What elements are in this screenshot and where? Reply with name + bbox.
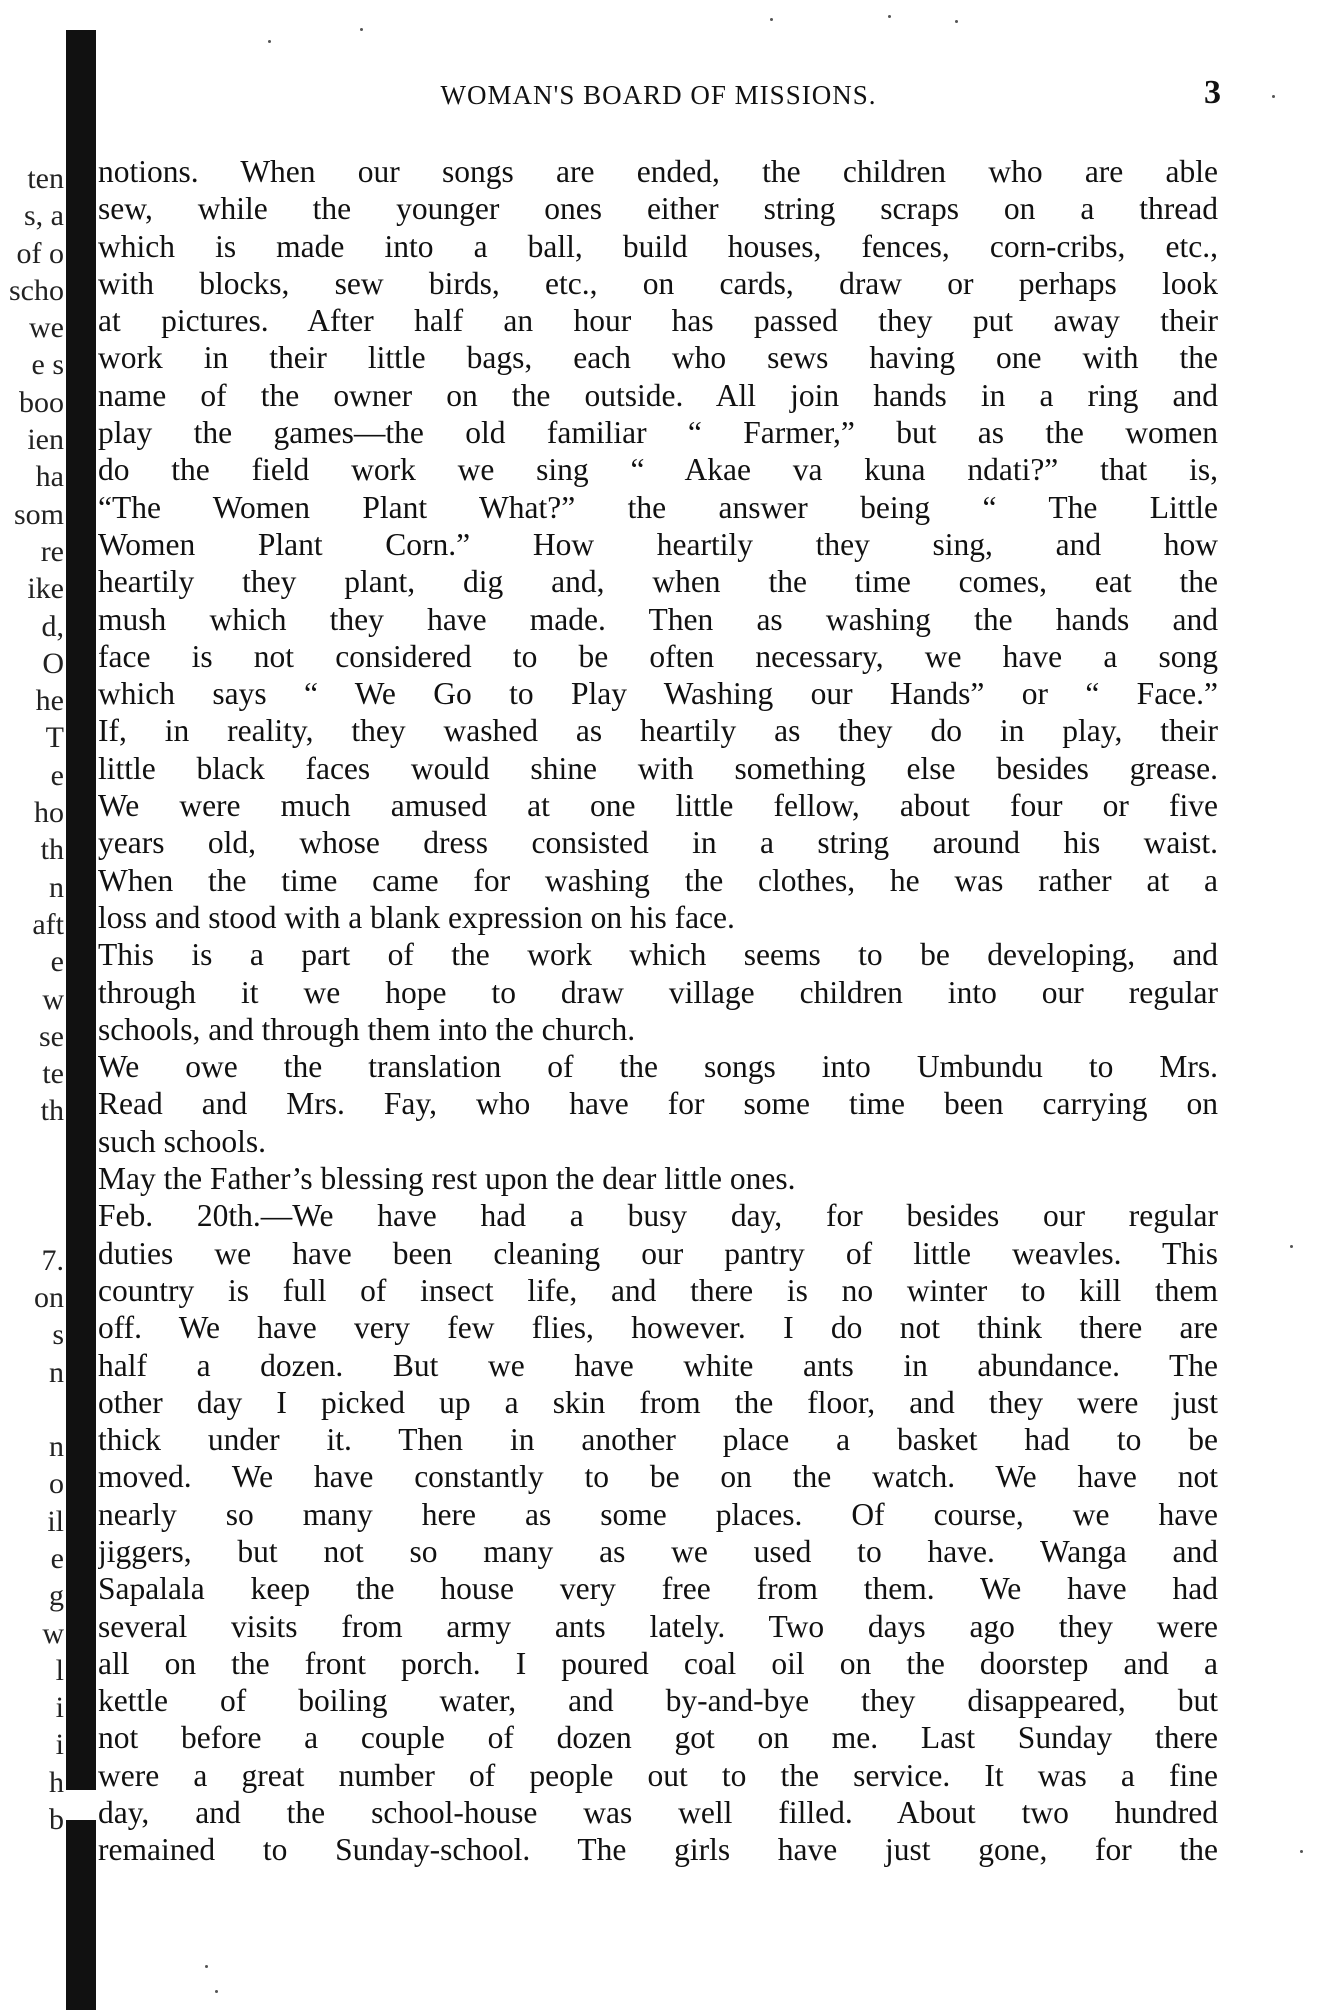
margin-fragment: ien — [27, 423, 64, 457]
margin-fragment: re — [40, 534, 64, 568]
margin-fragment: s — [52, 1318, 64, 1352]
text-line: heartily they plant, dig and, when the time comes, eat the — [98, 564, 1218, 600]
margin-fragment: w — [42, 982, 64, 1016]
text-line: kettle of boiling water, and by-and-bye they disappeared, but — [98, 1683, 1218, 1719]
margin-fragment: i — [55, 1691, 64, 1725]
margin-fragment — [0, 1204, 64, 1241]
text-line: off. We have very few flies, however. I do not think there are — [98, 1310, 1218, 1346]
text-line: other day I picked up a skin from the floor, and they were just — [98, 1384, 1218, 1420]
margin-fragment: w — [42, 1616, 64, 1650]
margin-fragment: l — [55, 1653, 64, 1687]
text-line: We owe the translation of the songs into Umbundu to Mrs. — [98, 1049, 1218, 1085]
margin-fragment: scho — [9, 273, 64, 307]
binding-gutter-shadow — [66, 30, 96, 2010]
text-line: were a great number of people out to the service. It was a fine — [98, 1757, 1218, 1793]
margin-fragment: we — [29, 311, 64, 345]
margin-fragment: th — [40, 1094, 64, 1128]
margin-fragment: th — [40, 833, 64, 867]
text-line: country is full of insect life, and there is no winter to kill them — [98, 1272, 1218, 1308]
margin-fragment: O — [42, 646, 64, 680]
margin-fragment: of o — [16, 236, 64, 270]
margin-fragment: b — [49, 1803, 64, 1837]
margin-fragment — [0, 1391, 64, 1428]
text-line: Sapalala keep the house very free from them. We have had — [98, 1571, 1218, 1607]
margin-fragment: e — [50, 758, 64, 792]
text-line: We were much amused at one little fellow, about four or five — [98, 788, 1218, 824]
text-line: face is not considered to be often necessary, we have a song — [98, 638, 1218, 674]
text-line: work in their little bags, each who sews having one with the — [98, 340, 1218, 376]
text-line: at pictures. After half an hour has passed they put away their — [98, 303, 1218, 339]
margin-fragment — [0, 1130, 64, 1167]
text-line: This is a part of the work which seems to be developing, and — [98, 937, 1218, 973]
facing-page-fragments — [0, 160, 66, 2010]
text-line: Feb. 20th.—We have had a busy day, for besides our regular — [98, 1198, 1218, 1234]
margin-fragment: te — [42, 1057, 64, 1091]
text-line: Women Plant Corn.” How heartily they sing, and how — [98, 526, 1218, 562]
margin-fragment: aft — [32, 907, 64, 941]
body-text — [98, 153, 1218, 1869]
running-title: WOMAN'S BOARD OF MISSIONS. — [440, 80, 877, 110]
text-line: which says “ We Go to Play Washing our Hands” or “ Face.” — [98, 676, 1218, 712]
margin-fragment: ho — [34, 796, 64, 830]
margin-fragment: o — [49, 1467, 64, 1501]
margin-fragment: il — [47, 1504, 64, 1538]
text-line: mush which they have made. Then as washing the hands and — [98, 601, 1218, 637]
text-line: day, and the school-house was well filled. About two hundred — [98, 1795, 1218, 1831]
margin-fragment: ha — [35, 460, 64, 494]
margin-fragment: d, — [41, 609, 64, 643]
text-line: If, in reality, they washed as heartily as they do in play, their — [98, 713, 1218, 749]
text-line: years old, whose dress consisted in a string around his waist. — [98, 825, 1218, 861]
text-line: name of the owner on the outside. All join hands in a ring and — [98, 377, 1218, 413]
margin-fragment: e — [50, 1541, 64, 1575]
text-line: with blocks, sew birds, etc., on cards, draw or perhaps look — [98, 265, 1218, 301]
text-line: sew, while the younger ones either string scraps on a thread — [98, 191, 1218, 227]
text-line: through it we hope to draw village children into our regular — [98, 974, 1218, 1010]
text-line: May the Father’s blessing rest upon the dear little ones. — [98, 1161, 796, 1197]
text-line: Read and Mrs. Fay, who have for some time been carrying on — [98, 1086, 1218, 1122]
margin-fragment — [0, 1167, 64, 1204]
running-header — [96, 74, 1221, 111]
margin-fragment: n — [49, 1430, 64, 1464]
text-line: jiggers, but not so many as we used to have. Wanga and — [98, 1533, 1218, 1569]
text-line: not before a couple of dozen got on me. Last Sunday there — [98, 1720, 1218, 1756]
text-line: thick under it. Then in another place a basket had to be — [98, 1422, 1218, 1458]
text-line: which is made into a ball, build houses, fences, corn-cribs, etc., — [98, 228, 1218, 264]
margin-fragment: h — [49, 1765, 64, 1799]
margin-fragment: ten — [27, 162, 64, 195]
margin-fragment: e — [50, 945, 64, 979]
margin-fragment: n — [49, 870, 64, 904]
margin-fragment: T — [45, 721, 64, 755]
margin-fragment: s, a — [24, 199, 64, 233]
text-line: “The Women Plant What?” the answer being “ The Little — [98, 489, 1218, 525]
margin-fragment: he — [35, 684, 64, 718]
margin-fragment: se — [39, 1019, 64, 1053]
text-line: loss and stood with a blank expression on his face. — [98, 899, 735, 935]
text-line: do the field work we sing “ Akae va kuna ndati?” that is, — [98, 452, 1218, 488]
margin-fragment: g — [49, 1579, 64, 1613]
text-line: play the games—the old familiar “ Farmer,” but as the women — [98, 415, 1218, 451]
text-line: little black faces would shine with something else besides grease. — [98, 750, 1218, 786]
margin-fragment: on — [34, 1280, 64, 1314]
margin-fragment: som — [13, 497, 64, 531]
margin-fragment: ike — [27, 572, 64, 606]
text-line: remained to Sunday-school. The girls have just gone, for the — [98, 1832, 1218, 1868]
text-line: such schools. — [98, 1123, 266, 1159]
page-number: 3 — [1204, 74, 1221, 111]
text-line: several visits from army ants lately. Two days ago they were — [98, 1608, 1218, 1644]
margin-fragment: boo — [19, 385, 64, 419]
text-line: half a dozen. But we have white ants in abundance. The — [98, 1347, 1218, 1383]
text-line: schools, and through them into the church. — [98, 1011, 636, 1047]
text-line: all on the front porch. I poured coal oil on the doorstep and a — [98, 1645, 1218, 1681]
text-line: duties we have been cleaning our pantry of little weavles. This — [98, 1235, 1218, 1271]
margin-fragment: n — [49, 1355, 64, 1389]
margin-fragment: i — [55, 1728, 64, 1762]
text-line: When the time came for washing the clothes, he was rather at a — [98, 862, 1218, 898]
text-line: nearly so many here as some places. Of course, we have — [98, 1496, 1218, 1532]
text-line: moved. We have constantly to be on the watch. We have not — [98, 1459, 1218, 1495]
margin-fragment: e s — [31, 348, 64, 382]
text-line: notions. When our songs are ended, the children who are able — [98, 154, 1218, 189]
margin-fragment: 7. — [41, 1243, 64, 1277]
